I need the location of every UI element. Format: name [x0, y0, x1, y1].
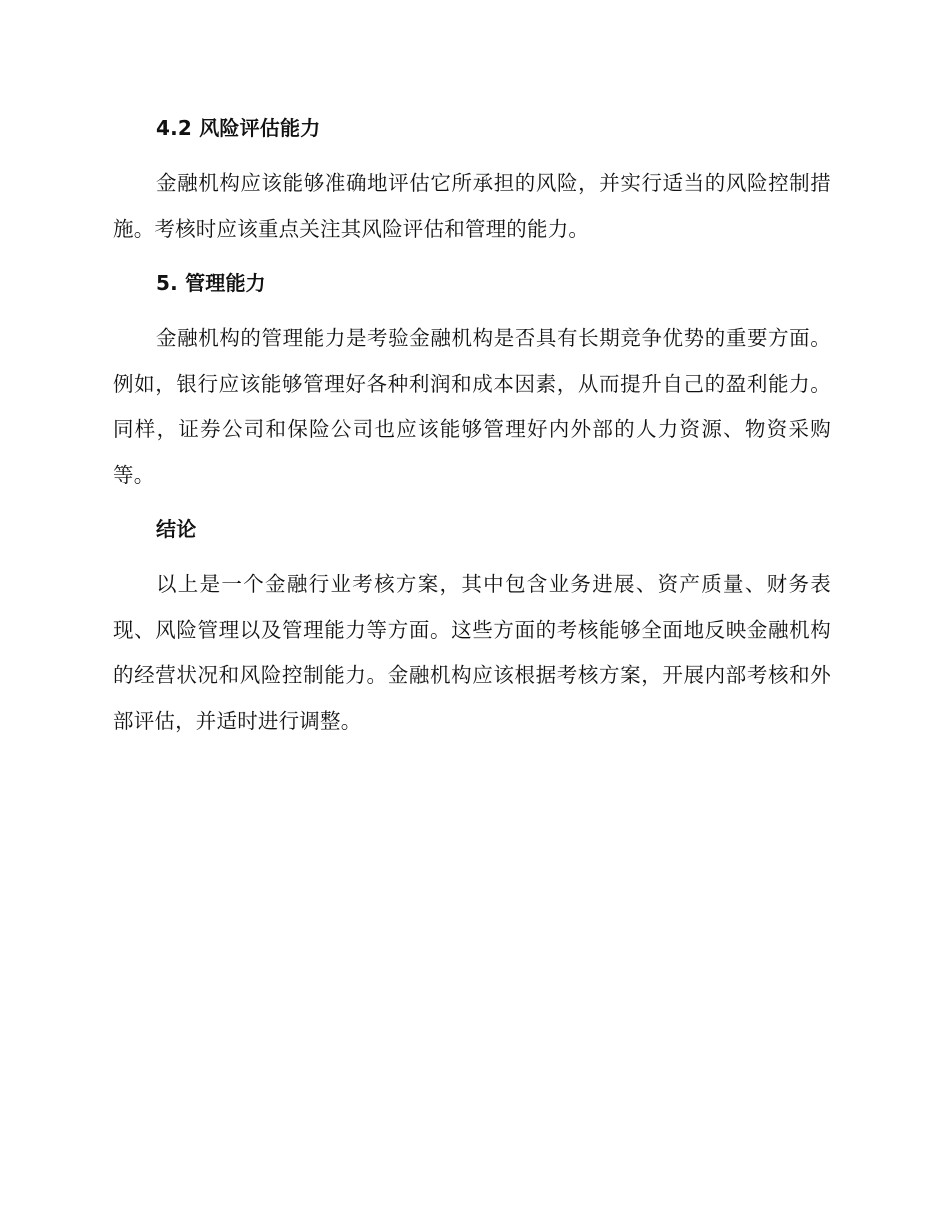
section-paragraph-management: 金融机构的管理能力是考验金融机构是否具有长期竞争优势的重要方面。例如，银行应该能够管理好各种利润和成本因素，从而提升自己的盈利能力。同样，证券公司和保险公司也应该能够管理好内外部的人力资源、物资采购等。	[113, 326, 831, 487]
document-body	[113, 111, 831, 758]
section-heading-conclusion: 结论	[156, 517, 197, 541]
section-heading-management: 5. 管理能力	[156, 271, 266, 295]
section-paragraph-conclusion: 以上是一个金融行业考核方案，其中包含业务进展、资产质量、财务表现、风险管理以及管理能力等方面。这些方面的考核能够全面地反映金融机构的经营状况和风险控制能力。金融机构应该根据考核方案，开展内部考核和外部评估，并适时进行调整。	[113, 572, 831, 733]
section-heading-risk-assessment: 4.2 风险评估能力	[156, 116, 321, 140]
section-paragraph-risk-assessment: 金融机构应该能够准确地评估它所承担的风险，并实行适当的风险控制措施。考核时应该重点关注其风险评估和管理的能力。	[113, 171, 831, 241]
